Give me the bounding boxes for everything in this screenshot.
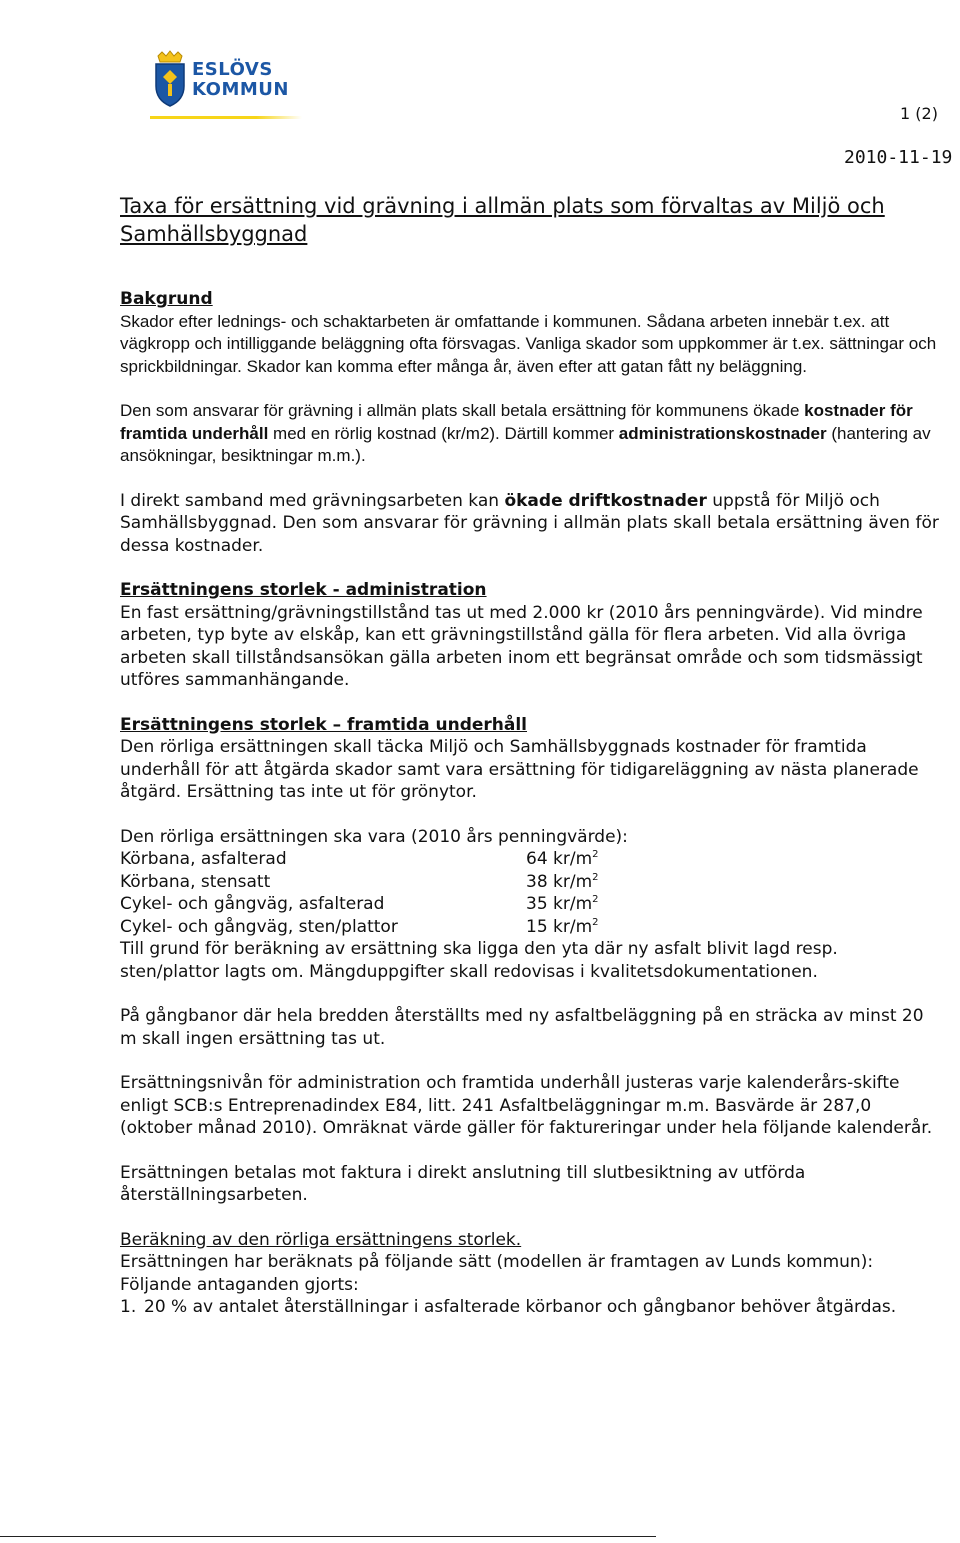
list-text: 20 % av antalet återställningar i asfalterade körbanor och gångbanor behöver åtgärdas. — [144, 1297, 897, 1317]
section-bakgrund — [120, 288, 940, 557]
paragraph: Till grund för beräkning av ersättning ska ligga den yta där ny asfalt blivit lagd resp. sten/plattor lagts om. Mängduppgifter skall redovisas i kvalitetsdokumentationen. — [120, 939, 838, 982]
rate-value — [526, 893, 599, 916]
rate-row — [120, 871, 599, 894]
rate-amount: 35 kr/m — [526, 894, 593, 914]
logo-text — [192, 60, 289, 100]
paragraph — [120, 400, 940, 468]
bold-text: administrationskostnader — [618, 423, 827, 443]
section-heading: Ersättningens storlek - administration — [120, 580, 487, 600]
text-span: Den som ansvarar för grävning i allmän plats skall betala ersättning för kommunens ökade — [120, 401, 805, 420]
logo-line-2: KOMMUN — [192, 79, 289, 100]
rate-amount: 64 kr/m — [526, 849, 593, 869]
rate-exponent: 2 — [592, 871, 599, 883]
rate-label: Körbana, asfalterad — [120, 849, 287, 869]
paragraph: Ersättningsnivån för administration och framtida underhåll justeras varje kalenderårs-skifte enligt SCB:s Entreprenadindex E84, litt. 241 Asfaltbeläggningar m.m. Basvärde är 287,0 (oktober månad 2010). Omräknat värde gäller för faktureringar under hela följande kalenderår. — [120, 1073, 933, 1138]
rate-row — [120, 848, 599, 871]
text-span: I direkt samband med grävningsarbeten kan — [120, 490, 505, 511]
rate-row — [120, 916, 599, 939]
rate-amount: 15 kr/m — [526, 916, 593, 937]
document-title: Taxa för ersättning vid grävning i allmän plats som förvaltas av Miljö och Samhällsbyggnad — [120, 194, 885, 246]
paragraph: På gångbanor där hela bredden återställts med ny asfaltbeläggning på en sträcka av minst 20 m skall ingen ersättning tas ut. — [120, 1006, 924, 1049]
paragraph — [120, 490, 940, 558]
logo-underline — [150, 116, 302, 119]
rate-label: Cykel- och gångväg, asfalterad — [120, 894, 385, 914]
rate-label: Cykel- och gångväg, sten/plattor — [120, 916, 398, 937]
list-number: 1. — [120, 1297, 137, 1317]
section-underhall — [120, 714, 940, 1207]
paragraph: Ersättningen betalas mot faktura i direkt anslutning till slutbesiktning av utförda återställningsarbeten. — [120, 1162, 806, 1205]
section-heading: Bakgrund — [120, 289, 213, 309]
rate-exponent: 2 — [592, 849, 599, 860]
assumption-list — [120, 1296, 940, 1319]
text-span: (hantering av ansökningar, besiktningar m.m.). — [120, 423, 931, 465]
rates-intro: Den rörliga ersättningen ska vara (2010 års penningvärde): — [120, 826, 628, 847]
rate-value — [526, 871, 599, 894]
section-heading: Beräkning av den rörliga ersättningens storlek. — [120, 1229, 522, 1250]
rates-table — [120, 848, 599, 938]
text-span: uppstå för Miljö och Samhällsbyggnad. Den som ansvarar för grävning i allmän plats skall betala ersättning även för dessa kostnader. — [120, 490, 939, 556]
paragraph: En fast ersättning/grävningstillstånd tas ut med 2.000 kr (2010 års penningvärde). Vid mindre arbeten, typ byte av elskåp, kan ett grävningstillstånd gälla för flera arbeten. Vid alla övriga arbeten skall tillståndsansökan gälla arbeten inom ett begränsat område och som tidsmässigt utföres sammanhängande. — [120, 602, 923, 690]
rate-amount: 38 kr/m — [526, 871, 593, 892]
rate-label: Körbana, stensatt — [120, 871, 271, 892]
rate-value — [526, 916, 599, 939]
rate-value — [526, 848, 599, 871]
bold-text: kostnader för framtida underhåll — [120, 401, 913, 443]
rate-exponent: 2 — [592, 916, 599, 928]
page-number: 1 (2) — [900, 104, 938, 123]
rate-exponent: 2 — [592, 894, 599, 905]
paragraph: Den rörliga ersättningen skall täcka Miljö och Samhällsbyggnads kostnader för framtida underhåll för att åtgärda skador samt vara ersättning för tidigareläggning av nästa planerade åtgärd. Ersättning tas inte ut för grönytor. — [120, 737, 919, 802]
paragraph: Skador efter lednings- och schaktarbeten är omfattande i kommunen. Sådana arbeten innebär t.ex. att vägkropp och intilliggande beläggning ofta försvagas. Vanliga skador som uppkommer är t.ex. sättningar och sprickbildningar. Skador kan komma efter många år, även efter att gatan fått ny beläggning. — [120, 311, 937, 376]
logo-line-1: ESLÖVS — [192, 59, 273, 80]
document-date: 2010-11-19 — [844, 147, 953, 168]
list-item — [120, 1296, 940, 1319]
footer-divider — [0, 1536, 656, 1537]
bold-text: ökade driftkostnader — [504, 490, 707, 511]
municipality-logo — [148, 50, 308, 124]
section-berakning — [120, 1229, 940, 1319]
document-body — [120, 192, 940, 1319]
text-span: med en rörlig kostnad (kr/m2). Därtill kommer — [268, 423, 619, 443]
rate-row — [120, 893, 599, 916]
section-administration — [120, 579, 940, 692]
section-heading: Ersättningens storlek – framtida underhåll — [120, 714, 528, 735]
paragraph: Ersättningen har beräknats på följande sätt (modellen är framtagen av Lunds kommun): Följande antaganden gjorts: — [120, 1252, 874, 1295]
coat-of-arms-icon — [150, 50, 190, 110]
